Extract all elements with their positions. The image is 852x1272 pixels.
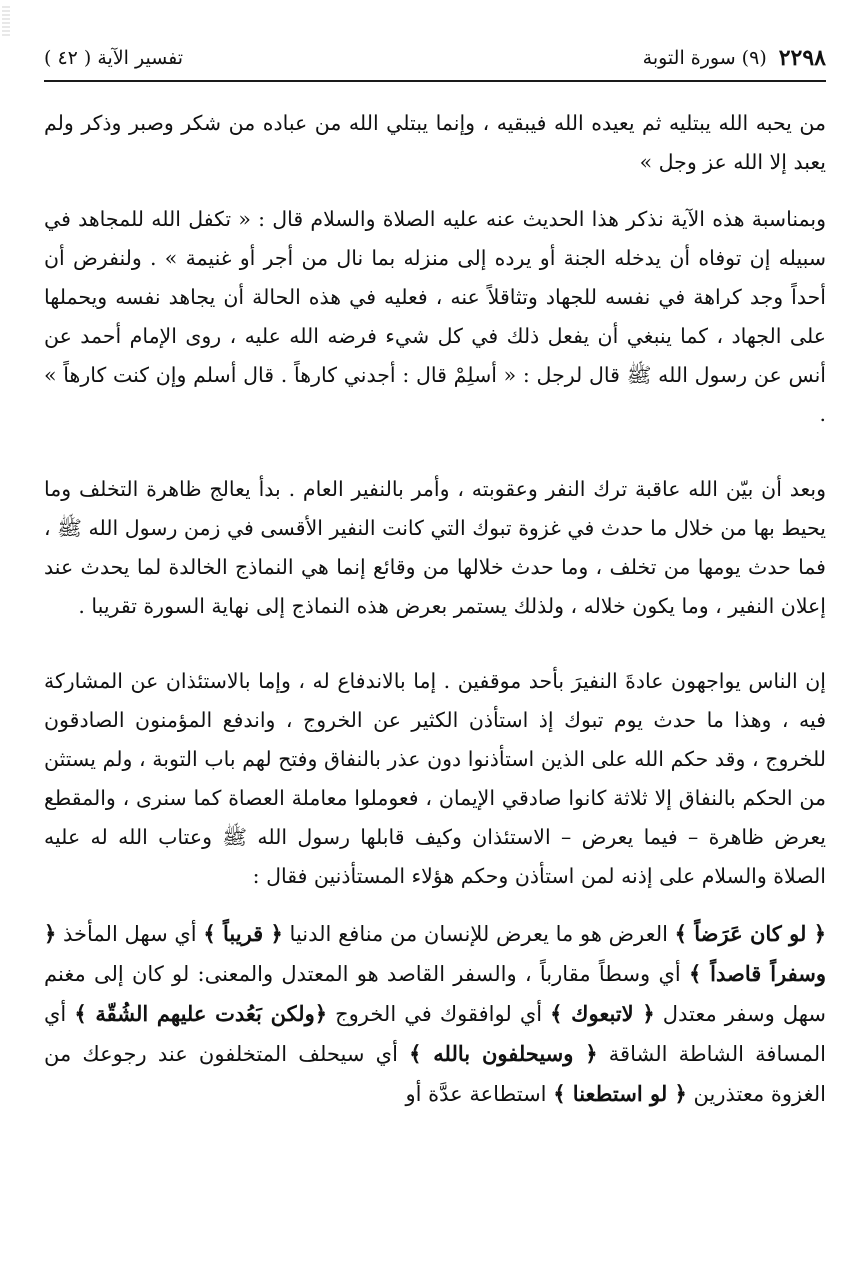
commentary-text: استطاعة عدَّة أو bbox=[405, 1082, 554, 1106]
commentary-text: أي المسافة الشاطة الشاقة bbox=[44, 1002, 826, 1066]
quran-term: ﴿ لو استطعنا ﴾ bbox=[553, 1081, 687, 1106]
paragraph-spacer bbox=[44, 434, 826, 470]
paragraph-spacer bbox=[44, 896, 826, 914]
commentary-text: أي سهل المأخذ bbox=[56, 922, 204, 946]
paragraph-1: من يحبه الله يبتليه ثم يعيده الله فيبقيه ، وإنما يبتلي الله من عباده من شكر وصبر وذكر ولم يعبد إلا الله عز وجل » bbox=[44, 111, 826, 174]
surah-name: (٩) سورة التوبة bbox=[642, 47, 767, 69]
quran-term: ﴿ وسفراً قاصداً ﴾ bbox=[44, 921, 826, 986]
commentary-text: أي لوافقوك في الخروج bbox=[327, 1002, 551, 1026]
verse-commentary bbox=[44, 914, 826, 1114]
commentary-text: أي سيحلف المتخلفون عند رجوعك من الغزوة معتذرين bbox=[44, 1042, 826, 1106]
paragraph-spacer bbox=[44, 626, 826, 662]
commentary-text: العرض هو ما يعرض للإنسان من منافع الدنيا bbox=[282, 922, 675, 946]
quran-term: ﴿ وسيحلفون بالله ﴾ bbox=[409, 1041, 598, 1066]
quran-term: ﴿ لاتبعوك ﴾ bbox=[550, 1001, 655, 1026]
page-body bbox=[44, 104, 826, 1114]
header-right-group bbox=[643, 45, 826, 71]
paragraph-3: وبعد أن بيّن الله عاقبة ترك النفر وعقوبته ، وأمر بالنفير العام . بدأ يعالج ظاهرة التخلف وما يحيط بها من خلال ما حدث في غزوة تبوك التي كانت النفير الأقسى في زمن رسول الله ﷺ ، فما حدث يومها من تخلف ، وما حدث خلالها من وقائع إنما هي النماذج الخالدة لما يحدث عند إعلان النفير ، وما يكون خلاله ، ولذلك يستمر بعرض هذه النماذج إلى نهاية السورة تقريبا . bbox=[44, 477, 826, 618]
paragraph-2: وبمناسبة هذه الآية نذكر هذا الحديث عنه عليه الصلاة والسلام قال : « تكفل الله للمجاهد في سبيله إن توفاه أن يدخله الجنة أو يرده إلى منزله بما نال من أجر أو غنيمة » . ولنفرض أن أحداً وجد كراهة في نفسه للجهاد وتثاقلاً عنه ، فعليه في هذه الحالة أن يجاهد نفسه ويحملها على الجهاد ، كما ينبغي أن يفعل ذلك في كل شيء فرضه الله عليه ، روى الإمام أحمد عن أنس عن رسول الله ﷺ قال لرجل : « أسلِمْ قال : أجدني كارهاً . قال أسلم وإن كنت كارهاً » . bbox=[44, 207, 826, 426]
section-title: تفسير الآية ( ٤٢ ) bbox=[44, 47, 184, 69]
commentary-text: أي وسطاً مقارباً ، والسفر القاصد هو المعتدل والمعنى: لو كان إلى مغنم سهل وسفر معتدل bbox=[44, 962, 826, 1026]
quran-term: ﴿ولكن بَعُدت عليهم الشُقّة ﴾ bbox=[74, 1001, 328, 1026]
paragraph-4: إن الناس يواجهون عادةَ النفيرَ بأحد موقفين . إما بالاندفاع له ، وإما بالاستئذان عن المشاركة فيه ، وهذا ما حدث يوم تبوك إذ استأذن الكثير عن الخروج ، واندفع المؤمنون الصادقون للخروج ، وقد حكم الله على الذين استأذنوا دون عذر بالنفاق وفتح لهم باب التوبة ، ولم يستثن من الحكم بالنفاق إلا ثلاثة كانوا صادقي الإيمان ، فعوملوا معاملة العصاة كما سنرى ، والمقطع يعرض ظاهرة – فيما يعرض – الاستئذان وكيف قابلها رسول الله ﷺ وعتاب الله له عليه الصلاة والسلام على إذنه لمن استأذن وحكم هؤلاء المستأذنين فقال : bbox=[44, 669, 826, 888]
quran-term: ﴿ لو كان عَرَضاً ﴾ bbox=[674, 921, 827, 946]
scan-edge-mark bbox=[2, 6, 10, 36]
book-page bbox=[44, 36, 826, 1256]
running-header bbox=[44, 36, 826, 82]
page-number: ٢٢٩٨ bbox=[778, 45, 826, 71]
quran-term: ﴿ قريباً ﴾ bbox=[203, 921, 283, 946]
paragraph-spacer bbox=[44, 182, 826, 200]
